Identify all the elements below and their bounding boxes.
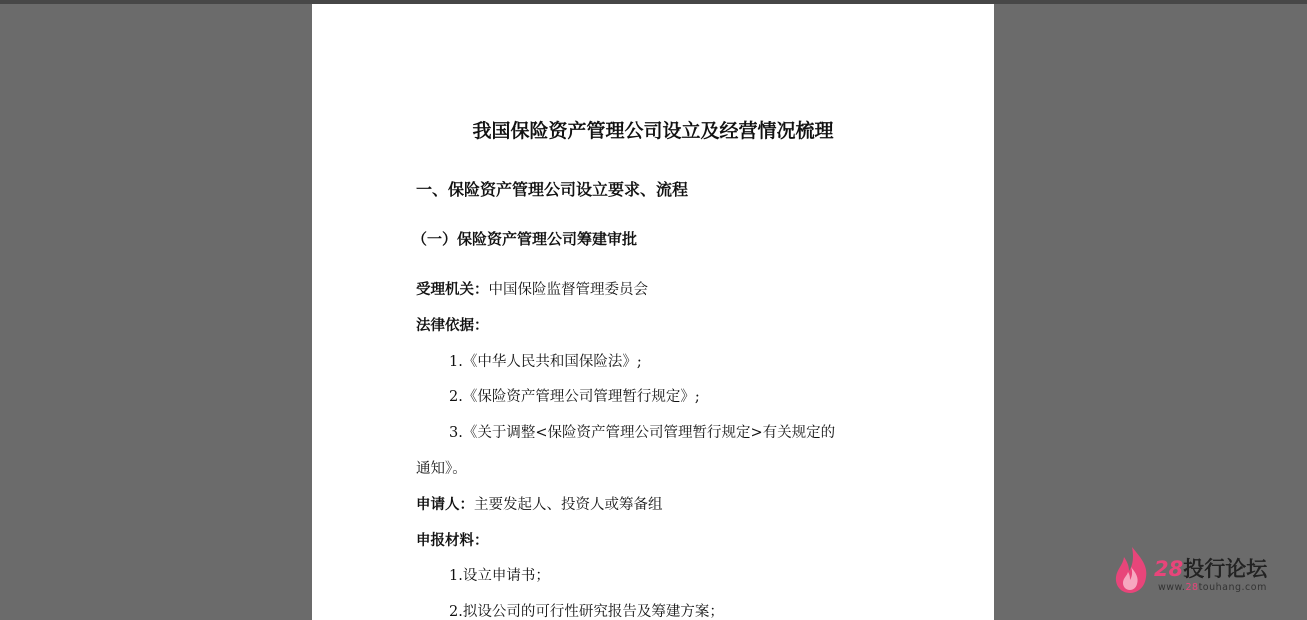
forum-url — [1158, 582, 1267, 593]
legal-basis-item-3-continued: 通知》。 — [416, 461, 467, 477]
flame-logo-icon — [1112, 545, 1152, 595]
forum-url-prefix: www. — [1158, 582, 1186, 593]
materials-label: 申报材料： — [416, 532, 489, 549]
subsection-heading: （一）保险资产管理公司筹建审批 — [412, 230, 638, 248]
materials-item-1: 1.设立申请书； — [449, 568, 550, 584]
legal-basis-item-1: 1.《中华人民共和国保险法》; — [449, 354, 642, 370]
forum-watermark — [1112, 545, 1282, 595]
applicant-value: 主要发起人、投资人或筹备组 — [474, 497, 663, 513]
applicant-line — [416, 493, 663, 514]
materials-item-2: 2.拟设公司的可行性研究报告及筹建方案； — [449, 604, 724, 620]
forum-url-suffix: touhang.com — [1198, 582, 1267, 593]
authority-line — [416, 278, 648, 299]
section-heading: 一、保险资产管理公司设立要求、流程 — [416, 180, 689, 199]
forum-number: 28 — [1154, 557, 1184, 581]
forum-name-text: 投行论坛 — [1183, 557, 1268, 581]
applicant-label: 申请人： — [416, 496, 474, 513]
forum-name — [1154, 553, 1267, 583]
legal-basis-item-3: 3.《关于调整<保险资产管理公司管理暂行规定>有关规定的 — [449, 425, 836, 441]
authority-label: 受理机关： — [416, 281, 489, 298]
forum-url-highlight: 28 — [1185, 582, 1199, 593]
document-page — [312, 4, 994, 620]
document-title: 我国保险资产管理公司设立及经营情况梳理 — [472, 120, 834, 142]
authority-value: 中国保险监督管理委员会 — [488, 282, 648, 298]
legal-basis-label: 法律依据： — [416, 317, 489, 334]
legal-basis-item-2: 2.《保险资产管理公司管理暂行规定》; — [449, 389, 700, 405]
